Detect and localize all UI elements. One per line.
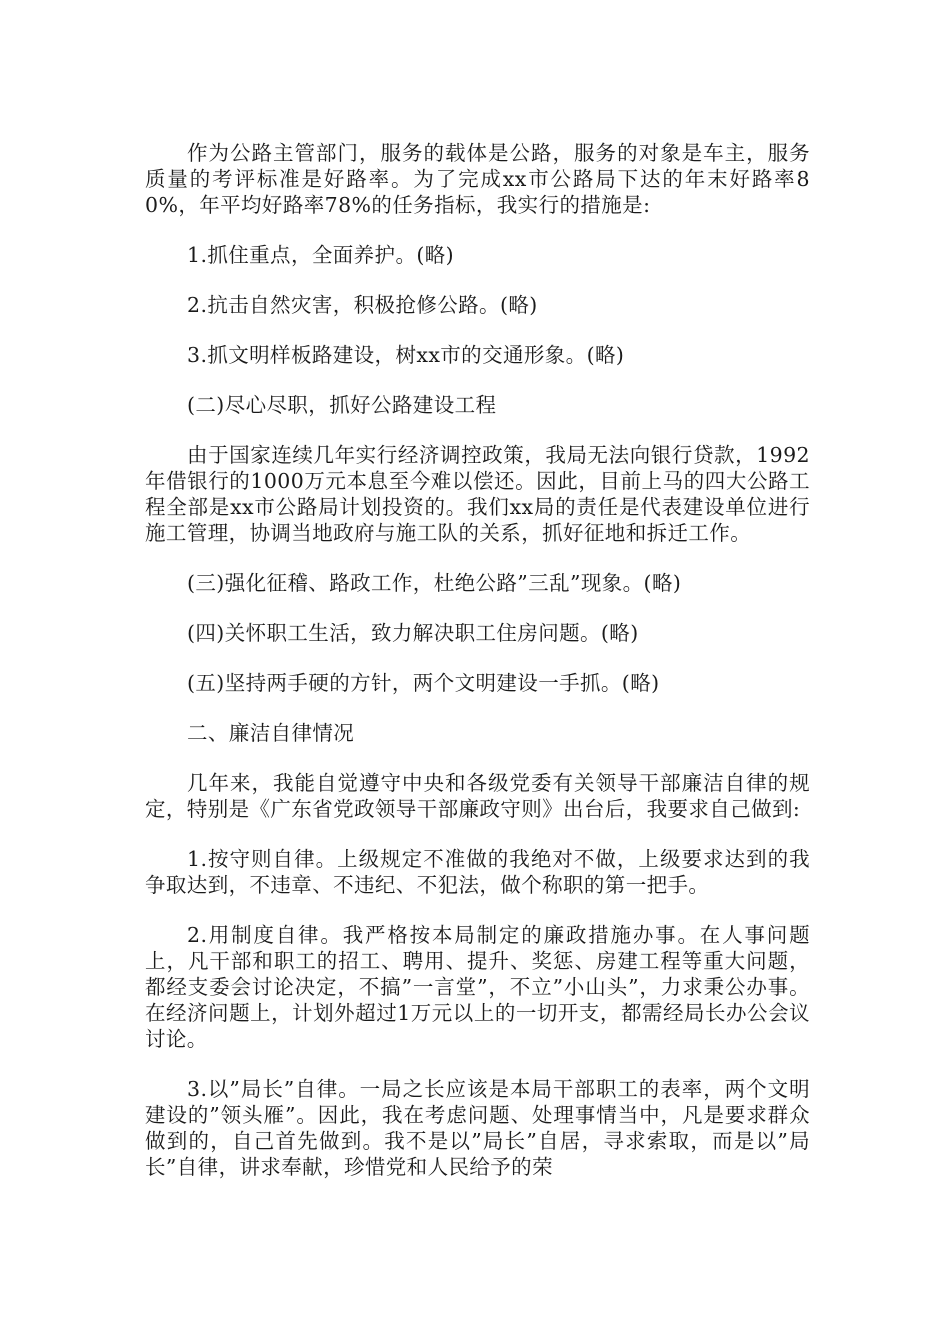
paragraph-integrity-item-1: 1.按守则自律。上级规定不准做的我绝对不做，上级要求达到的我争取达到，不违章、不违纪、不犯法，做个称职的第一把手。 <box>145 847 810 897</box>
paragraph-integrity-item-3: 3.以”局长”自律。一局之长应该是本局干部职工的表率，两个文明建设的”领头雁”。因此，我在考虑问题、处理事情当中，凡是要求群众做到的，自己首先做到。我不是以”局长”自居，寻求索取，而是以”局长”自律，讲求奉献，珍惜党和人民给予的荣 <box>145 1077 810 1179</box>
section-heading-5: (五)坚持两手硬的方针，两个文明建设一手抓。(略) <box>187 671 660 695</box>
document-body <box>145 140 810 1204</box>
paragraph-construction: 由于国家连续几年实行经济调控政策，我局无法向银行贷款，1992年借银行的1000万元本息至今难以偿还。因此，目前上马的四大公路工程全部是xx市公路局计划投资的。我们xx局的责任是代表建设单位进行施工管理，协调当地政府与施工队的关系，抓好征地和拆迁工作。 <box>145 443 810 545</box>
paragraph-item-1-maintenance: 1.抓住重点，全面养护。(略) <box>187 243 455 267</box>
section-heading-2: (二)尽心尽职，抓好公路建设工程 <box>187 393 497 417</box>
paragraph-intro-road-maintenance: 作为公路主管部门，服务的载体是公路，服务的对象是车主，服务质量的考评标准是好路率。为了完成xx市公路局下达的年末好路率80%，年平均好路率78%的任务指标，我实行的措施是: <box>145 141 810 217</box>
paragraph-item-2-disaster: 2.抗击自然灾害，积极抢修公路。(略) <box>187 293 538 317</box>
paragraph-item-3-model-road: 3.抓文明样板路建设，树xx市的交通形象。(略) <box>187 343 625 367</box>
paragraph-integrity-item-2: 2.用制度自律。我严格按本局制定的廉政措施办事。在人事问题上，凡干部和职工的招工、聘用、提升、奖惩、房建工程等重大问题，都经支委会讨论决定，不搞”一言堂”，不立”小山头”，力求秉公办事。在经济问题上，计划外超过1万元以上的一切开支，都需经局长办公会议讨论。 <box>145 923 810 1051</box>
chapter-heading-integrity: 二、廉洁自律情况 <box>187 721 355 745</box>
section-heading-3: (三)强化征稽、路政工作，杜绝公路”三乱”现象。(略) <box>187 571 682 595</box>
paragraph-integrity-intro: 几年来，我能自觉遵守中央和各级党委有关领导干部廉洁自律的规定，特别是《广东省党政领导干部廉政守则》出台后，我要求自己做到: <box>145 771 810 821</box>
section-heading-4: (四)关怀职工生活，致力解决职工住房问题。(略) <box>187 621 639 645</box>
